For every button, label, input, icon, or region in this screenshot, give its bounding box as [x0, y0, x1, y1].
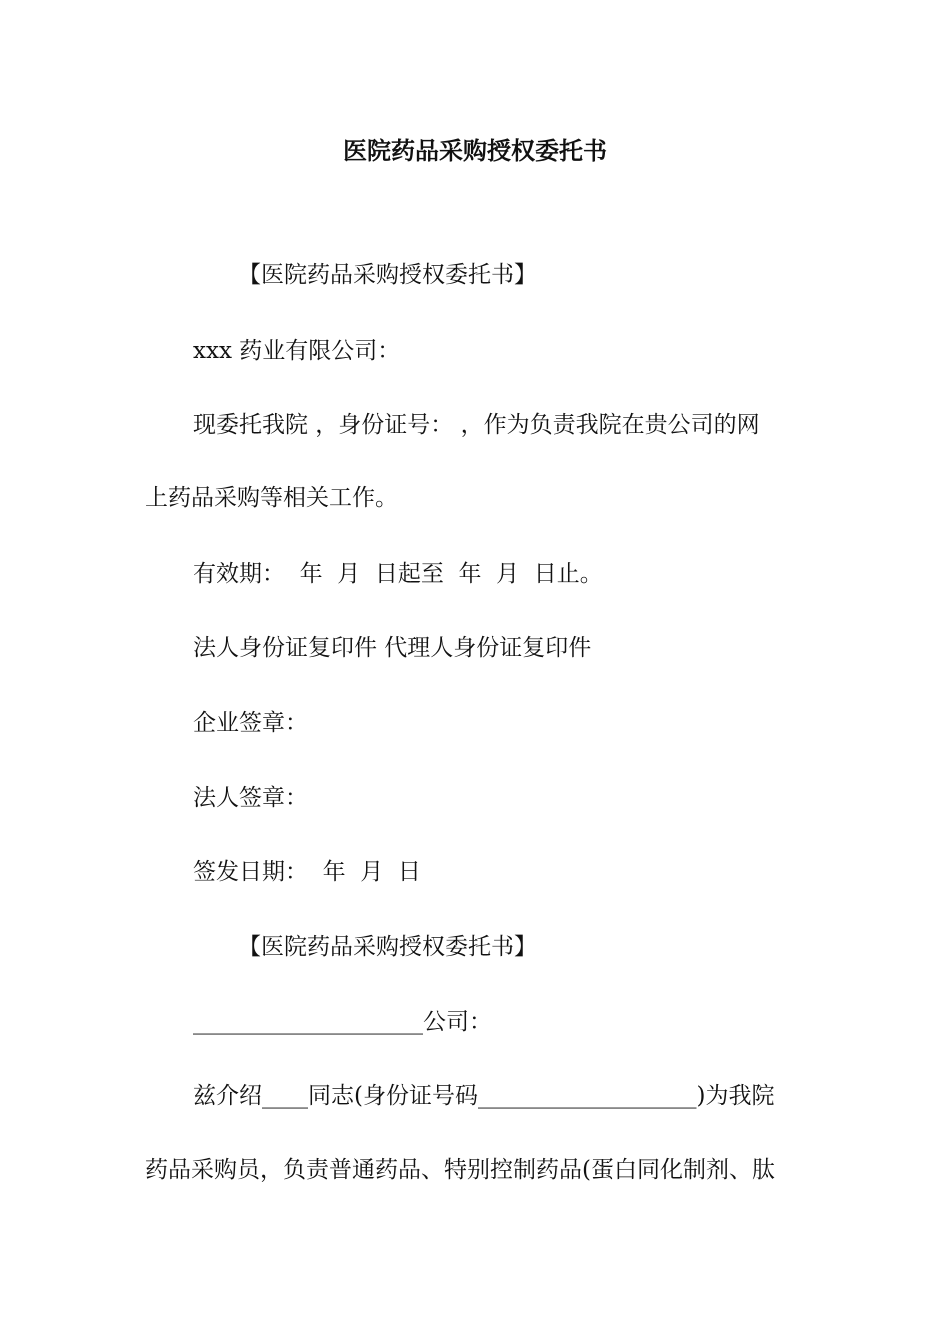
- validity-line: 有效期： 年 月 日起至 年 月 日止。: [193, 561, 603, 587]
- addressee-line: xxx 药业有限公司：: [193, 338, 401, 364]
- body-paragraph-line: 上药品采购等相关工作。: [145, 485, 398, 511]
- document-title: 医院药品采购授权委托书: [343, 136, 607, 165]
- body-paragraph-line: 药品采购员，负责普通药品、特别控制药品(蛋白同化制剂、肽: [145, 1157, 775, 1183]
- body-paragraph-line: 兹介绍____同志(身份证号码___________________)为我院: [193, 1083, 775, 1109]
- attachments-line: 法人身份证复印件 代理人身份证复印件: [193, 635, 592, 661]
- issue-date-line: 签发日期： 年 月 日: [193, 859, 421, 885]
- body-paragraph-line: 现委托我院 ，身份证号： ，作为负责我院在贵公司的网: [193, 412, 760, 438]
- section-heading-1: 【医院药品采购授权委托书】: [238, 262, 537, 288]
- legal-rep-seal-line: 法人签章：: [193, 785, 308, 811]
- company-blank-line: ____________________公司：: [193, 1009, 492, 1035]
- company-seal-line: 企业签章：: [193, 710, 308, 736]
- section-heading-2: 【医院药品采购授权委托书】: [238, 934, 537, 960]
